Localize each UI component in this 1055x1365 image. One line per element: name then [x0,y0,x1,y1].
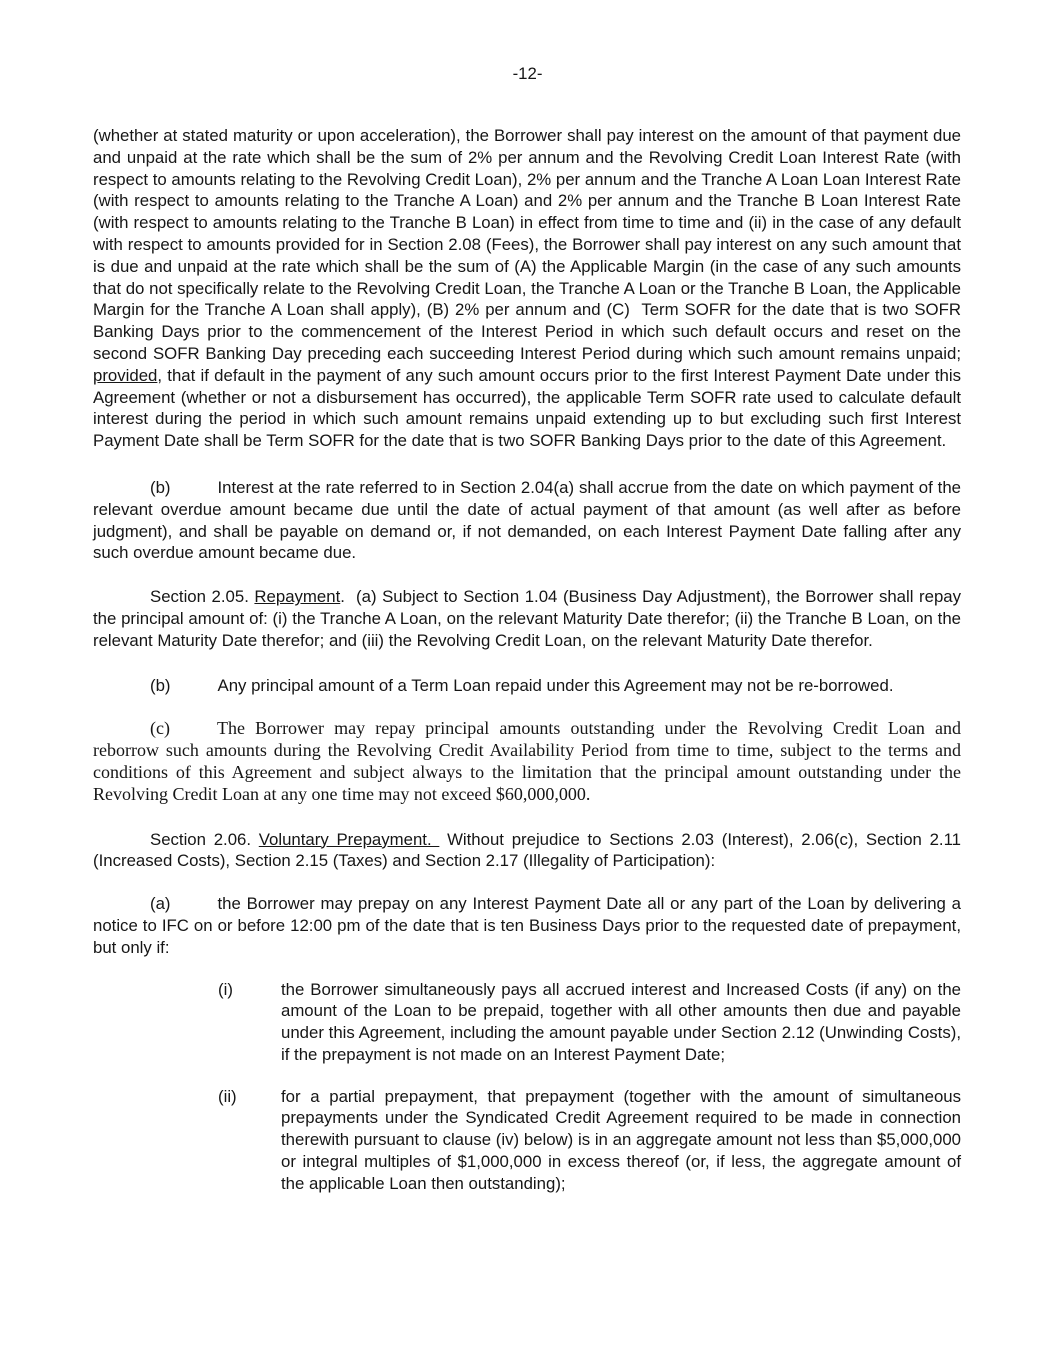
paragraph-2-06-a [93,893,961,958]
paragraph-text: Interest at the rate referred to in Section 2.04(a) shall accrue from the date on which payment of the relevant overdue amount became due until the date of actual payment of that amount (as well after as before judgment), and shall be payable on demand or, if not demanded, on each Interest Payment Date falling after any such overdue amount became due. [93,477,961,563]
paragraph-text: (whether at stated maturity or upon acceleration), the Borrower shall pay interest on the amount of that payment due and unpaid at the rate which shall be the sum of 2% per annum and the Revolving Credit Loan Interest Rate (with respect to amounts relating to the Revolving Credit Loan), 2% per annum and the Tranche A Loan Loan Interest Rate (with respect to amounts relating to the Tranche A Loan) and 2% per annum and the Tranche B Loan Interest Rate (with respect to amounts relating to the Tranche B Loan) in effect from time to time and (ii) in the case of any default with respect to amounts provided for in Section 2.08 (Fees), the Borrower shall pay interest on any such amount that is due and unpaid at the rate which shall be the sum of (A) the Applicable Margin (in the case of any such amounts that do not specifically relate to the Revolving Credit Loan, the Tranche A Loan or the Tranche B Loan, the Applicable Margin for the Tranche A Loan shall apply), (B) 2% per annum and (C) Term SOFR for the date that is two SOFR Banking Days prior to the commencement of the Interest Period in which such default occurs and reset on the second SOFR Banking Day preceding each succeeding Interest Period during which such amount remains unpaid; [93,126,961,363]
paragraph-2-05-b [93,675,961,697]
paragraph-text: Any principal amount of a Term Loan repaid under this Agreement may not be re-borrowed. [217,675,894,695]
paragraph-text: the Borrower may prepay on any Interest Payment Date all or any part of the Loan by delivering a notice to IFC on or before 12:00 pm of the date that is ten Business Days prior to the requested date of prepayment, but only if: [93,894,961,957]
clause-label: (b) [150,675,171,695]
paragraph-text: for a partial prepayment, that prepayment (together with the amount of simultaneous prepayments under the Syndicated Credit Agreement required to be made in connection therewith pursuant to clause (iv) below) is in an aggregate amount not less than $5,000,000 or integral multiples of $1,000,000 in excess thereof (or, if less, the aggregate amount of the applicable Loan then outstanding); [281,1086,961,1193]
section-title-repayment: Repayment [254,587,341,607]
section-title-voluntary-prepayment: Voluntary Prepayment. [258,829,440,849]
clause-label: (ii) [218,1086,237,1106]
section-2-06-voluntary-prepayment [93,829,961,873]
paragraph-2-04-b [93,477,961,564]
paragraph-text: The Borrower may repay principal amounts outstanding under the Revolving Credit Loan and reborrow such amounts during the Revolving Credit Availability Period from time to time, subject to the terms and conditions of this Agreement and subject always to the limitation that the principal amount outstanding under the Revolving Credit Loan at any one time may not exceed $60,000,000. [93,718,961,804]
document-body [93,125,961,1215]
clause-label: (a) [150,894,171,914]
paragraph-2-04-a-continuation [93,125,961,452]
section-label: Section 2.05. [150,587,255,607]
paragraph-text: . (a) Subject to Section 1.04 (Business Day Adjustment), the Borrower shall repay the principal amount of: (i) the Tranche A Loan, on the relevant Maturity Date therefor; (ii) the Tranche B Loan, on the relevant Maturity Date therefor; and (iii) the Revolving Credit Loan, on the relevant Maturity Date therefor. [93,587,961,650]
section-label: Section 2.06. [150,829,259,849]
clause-label: (b) [150,477,171,497]
clause-ii [93,1086,961,1195]
clause-i [93,979,961,1066]
paragraph-2-05-c [93,718,961,805]
clause-label: (c) [150,718,170,739]
section-2-05-repayment [93,586,961,651]
paragraph-text: the Borrower simultaneously pays all accrued interest and Increased Costs (if any) on the amount of the Loan to be prepaid, together with all other amounts then due and payable under this Agreement, including the amount payable under Section 2.12 (Unwinding Costs), if the prepayment is not made on an Interest Payment Date; [281,979,961,1064]
clause-label: (i) [218,979,233,999]
page-number: -12- [512,64,543,83]
paragraph-text: Without prejudice to Sections 2.03 (Interest), 2.06(c), Section 2.11 (Increased Costs), Section 2.15 (Taxes) and Section 2.17 (Illegality of Participation): [93,829,962,871]
paragraph-text: , that if default in the payment of any such amount occurs prior to the first Interest Payment Date under this Agreement (whether or not a disbursement has occurred), the applicable Term SOFR rate used to calculate default interest during the period in which such amount remains unpaid extending up to but excluding such first Interest Payment Date shall be Term SOFR for the date that is two SOFR Banking Days prior to the date of this Agreement. [93,365,961,451]
underlined-term-provided: provided [93,365,158,385]
